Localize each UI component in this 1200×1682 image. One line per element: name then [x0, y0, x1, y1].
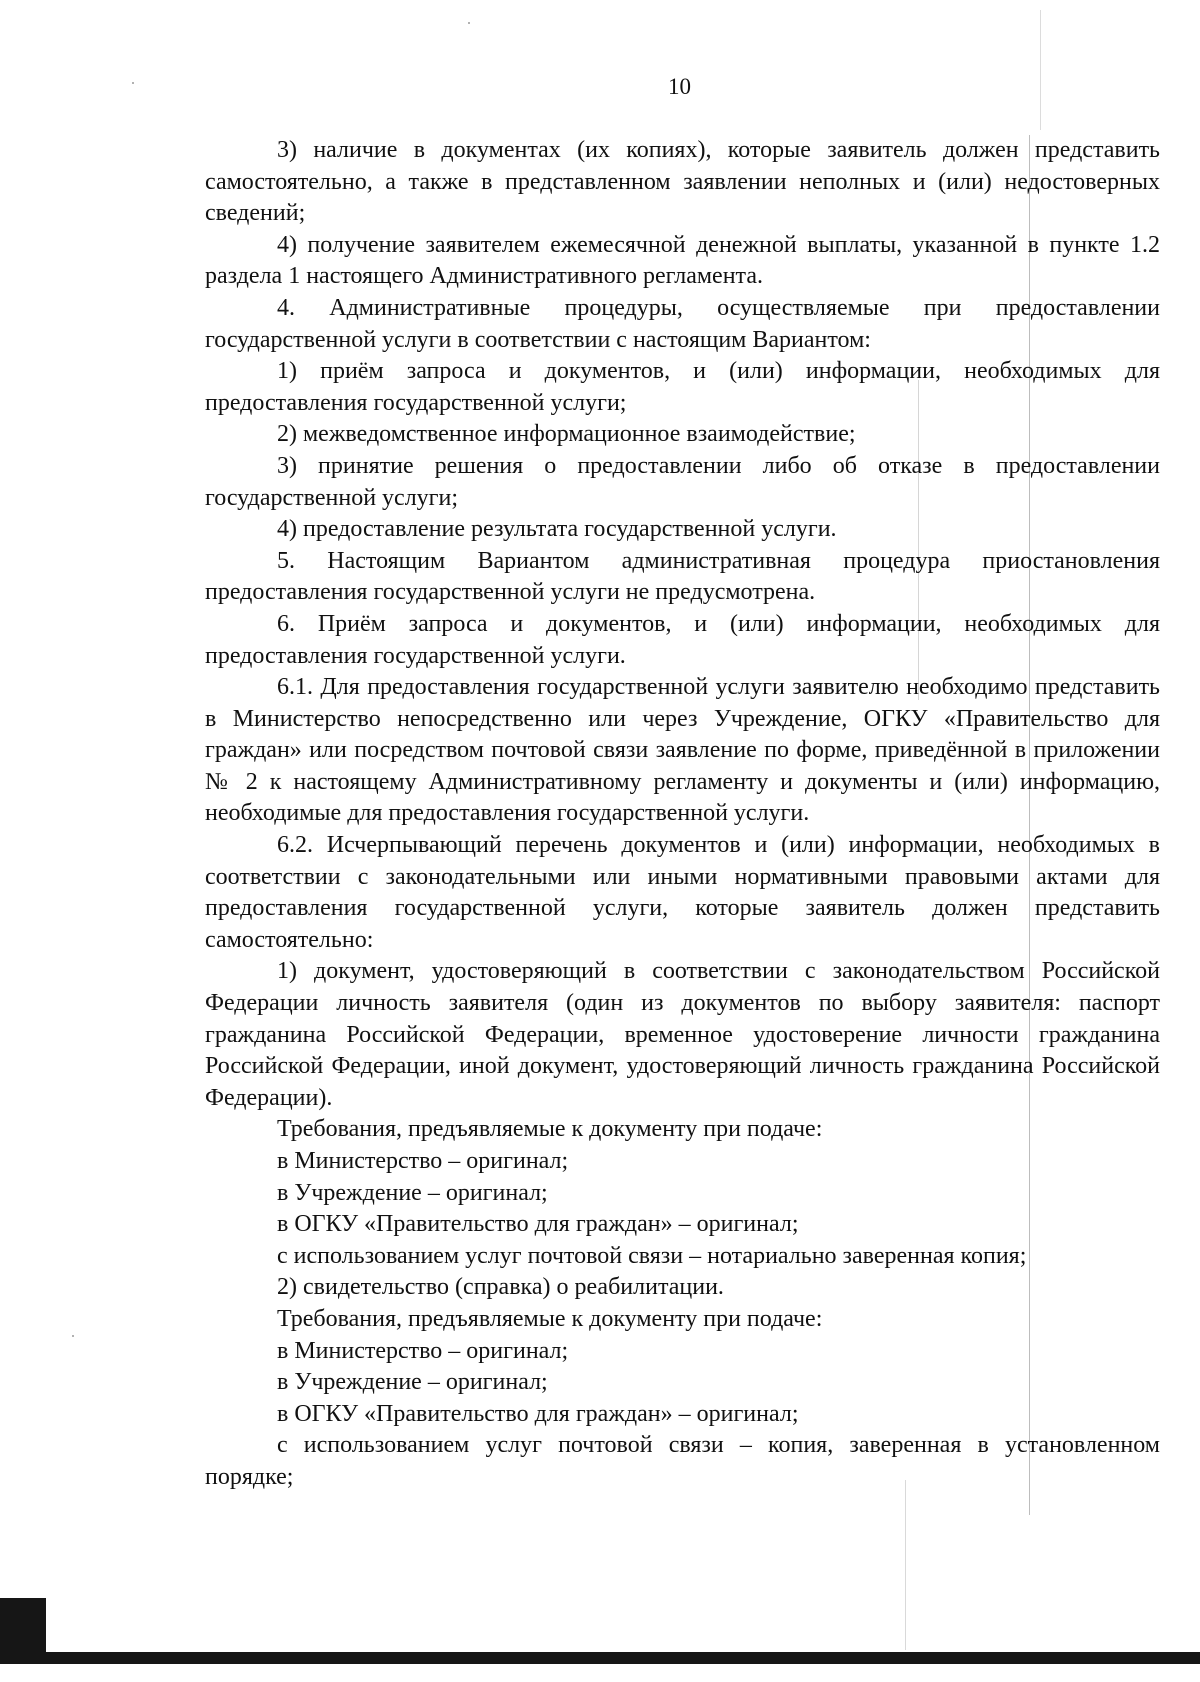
scan-fold-line [905, 1480, 906, 1650]
page-margin [0, 1664, 1200, 1682]
scan-speck [468, 22, 470, 24]
paragraph: с использованием услуг почтовой связи – нотариально заверенная копия; [277, 1242, 1027, 1269]
paragraph: 2) межведомственное информационное взаимодействие; [277, 421, 856, 448]
paragraph: 4) предоставление результата государственной услуги. [277, 516, 837, 543]
paragraph: 6.1. Для предоставления государственной услуги заявителю необходимо представить в Министерство непосредственно или через Учреждение, ОГКУ «Правительство для граждан» или посредством почтовой связи заявление по форме, приведённой в приложении № 2 к настоящему Административному регламенту и документы и (или) информацию, необходимые для предоставления государственной услуги. [205, 674, 1160, 827]
scan-speck [72, 1335, 74, 1337]
paragraph: 6. Приём запроса и документов, и (или) информации, необходимых для предоставления государственной услуги. [205, 610, 1160, 669]
scan-edge-shadow [0, 1652, 1200, 1664]
paragraph: 1) приём запроса и документов, и (или) информации, необходимых для предоставления государственной услуги; [205, 358, 1160, 416]
paragraph: в Министерство – оригинал; [277, 1337, 569, 1364]
paragraph: в Министерство – оригинал; [277, 1148, 569, 1174]
paragraph: с использованием услуг почтовой связи – копия, заверенная в установленном порядке; [205, 1432, 1160, 1490]
paragraph: 3) наличие в документах (их копиях), которые заявитель должен представить самостоятельно, а также в представленном заявлении неполных и (или) недостоверных сведений; [205, 137, 1160, 227]
paragraph: Требования, предъявляемые к документу при подаче: [277, 1116, 823, 1143]
paragraph: 4. Административные процедуры, осуществляемые при предоставлении государственной услуги в соответствии с настоящим Вариантом: [205, 294, 1160, 353]
paragraph: Требования, предъявляемые к документу при подаче: [277, 1305, 823, 1332]
scan-fold-line [1040, 10, 1041, 130]
paragraph: 4) получение заявителем ежемесячной денежной выплаты, указанной в пункте 1.2 раздела 1 настоящего Административного регламента. [205, 231, 1160, 290]
paragraph: в Учреждение – оригинал; [277, 1179, 548, 1206]
paragraph: 5. Настоящим Вариантом административная процедура приостановления предоставления государственной услуги не предусмотрена. [205, 547, 1160, 606]
paragraph: 1) документ, удостоверяющий в соответствии с законодательством Российской Федерации личность заявителя (один из документов по выбору заявителя: паспорт гражданина Российской Федерации, временное удостоверение личности гражданина Российской Федерации, иной документ, удостоверяющий личность гражданина Российской Федерации). [205, 958, 1160, 1111]
paragraph: 2) свидетельство (справка) о реабилитации. [277, 1274, 724, 1301]
page-number: 10 [668, 74, 691, 99]
paragraph: 3) принятие решения о предоставлении либо об отказе в предоставлении государственной услуги; [205, 452, 1160, 511]
paragraph: в ОГКУ «Правительство для граждан» – оригинал; [277, 1400, 799, 1427]
paragraph: в Учреждение – оригинал; [277, 1369, 548, 1396]
paragraph: в ОГКУ «Правительство для граждан» – оригинал; [277, 1211, 799, 1238]
paragraph: 6.2. Исчерпывающий перечень документов и (или) информации, необходимых в соответствии с законодательными или иными нормативными правовыми актами для предоставления государственной услуги, которые заявитель должен представить самостоятельно: [205, 832, 1160, 953]
document-body [205, 135, 1160, 1494]
